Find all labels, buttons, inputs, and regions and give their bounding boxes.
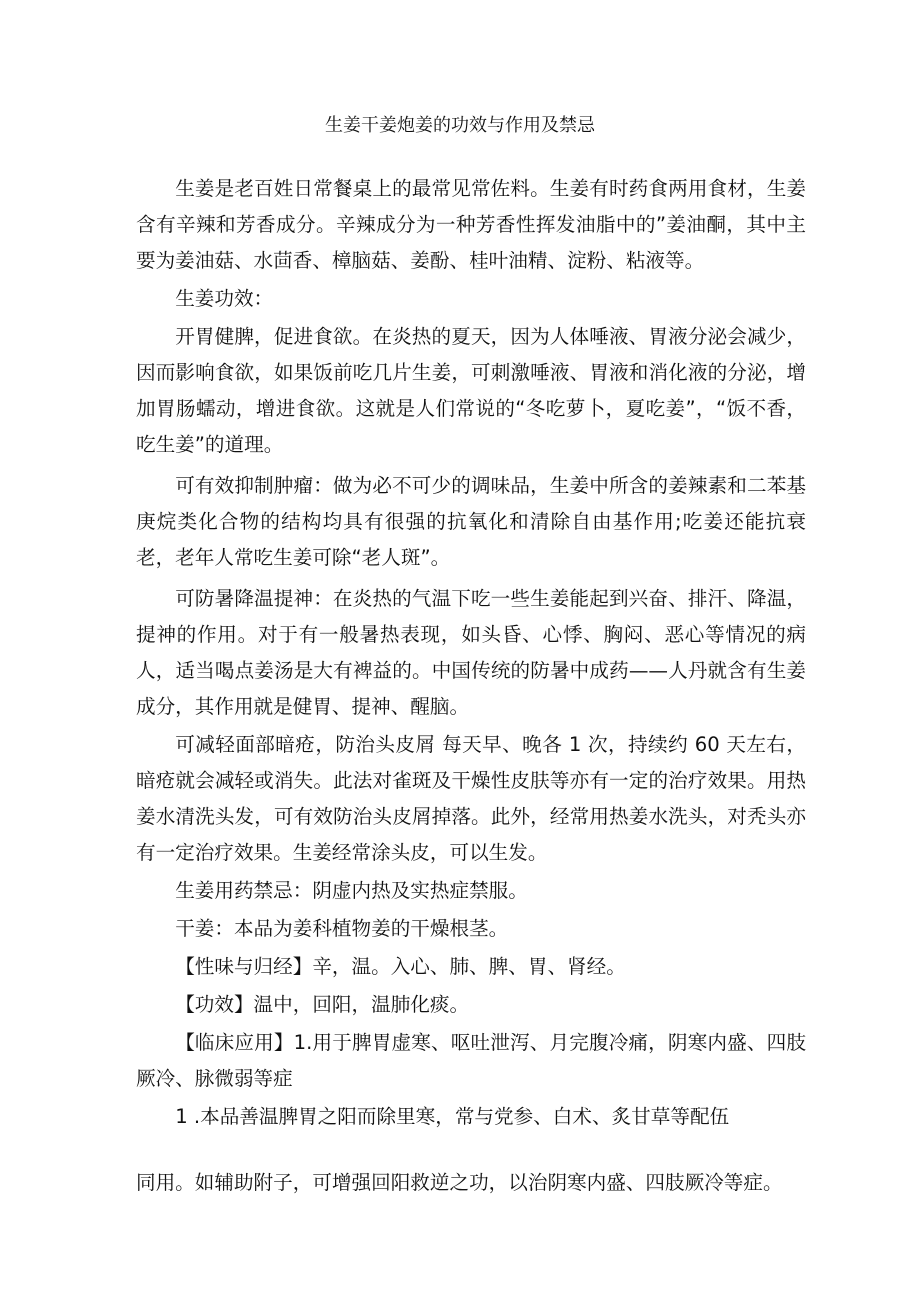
paragraph-usage-continued: 同用。如辅助附子，可增强回阳救逆之功，以治阴寒内盛、四肢厥冷等症。 [136,1171,783,1194]
paragraph-intro: 生姜是老百姓日常餐桌上的最常见常佐料。生姜有时药食两用食材，生姜含有辛辣和芳香成分。辛辣成分为一种芳香性挥发油脂中的”姜油酮，其中主要为姜油菇、水茴香、樟脑菇、姜酚、桂叶油精、淀粉、粘液等。 [136,177,806,272]
document-title: 生姜干姜炮姜的功效与作用及禁忌 [325,115,595,136]
paragraph-tumor: 可有效抑制肿瘤：做为必不可少的调味品，生姜中所含的姜辣素和二苯基庚烷类化合物的结构均具有很强的抗氧化和清除自由基作用;吃姜还能抗衰老，老年人常吃生姜可除“老人斑”。 [136,474,806,569]
paragraph-heading-fresh-ginger-effects: 生姜功效： [175,287,274,310]
paragraph-summer-heat: 可防暑降温提神：在炎热的气温下吃一些生姜能起到兴奋、排汗、降温，提神的作用。对于有一般暑热表现，如头昏、心悸、胸闷、恶心等情况的病人，适当喝点姜汤是大有裨益的。中国传统的防暑中成药——人丹就含有生姜成分，其作用就是健胃、提神、醒脑。 [136,587,806,718]
paragraph-dried-ginger: 干姜：本品为姜科植物姜的干燥根茎。 [175,917,509,940]
paragraph-nature-meridian: 【性味与归经】辛，温。入心、肺、脾、胃、肾经。 [175,955,626,978]
paragraph-acne-dandruff: 可减轻面部暗疮，防治头皮屑 每天早、晚各 1 次，持续约 60 天左右，暗疮就会减轻或消失。此法对雀斑及干燥性皮肤等亦有一定的治疗效果。用热姜水清洗头发，可有效防治头皮屑掉落。此外，经常用热姜水洗头，对秃头亦有一定治疗效果。生姜经常涂头皮，可以生发。 [136,733,806,864]
paragraph-efficacy: 【功效】温中，回阳，温肺化痰。 [175,993,470,1016]
document-body [136,171,806,1201]
paragraph-clinical-use: 【临床应用】1.用于脾胃虚寒、呕吐泄泻、月完腹冷痛，阴寒内盛、四肢厥冷、脉微弱等症 [136,1031,806,1090]
paragraph-usage-item-1: 1 .本品善温脾胃之阳而除里寒，常与党参、白术、炙甘草等配伍 [175,1105,730,1128]
paragraph-appetite: 开胃健脾，促进食欲。在炎热的夏天，因为人体唾液、胃液分泌会减少，因而影响食欲，如果饭前吃几片生姜，可刺激唾液、胃液和消化液的分泌，增加胃肠蠕动，增进食欲。这就是人们常说的“冬吃萝卜，夏吃姜”，“饭不香，吃生姜”的道理。 [136,325,806,456]
paragraph-contraindication: 生姜用药禁忌：阴虚内热及实热症禁服。 [175,879,528,902]
